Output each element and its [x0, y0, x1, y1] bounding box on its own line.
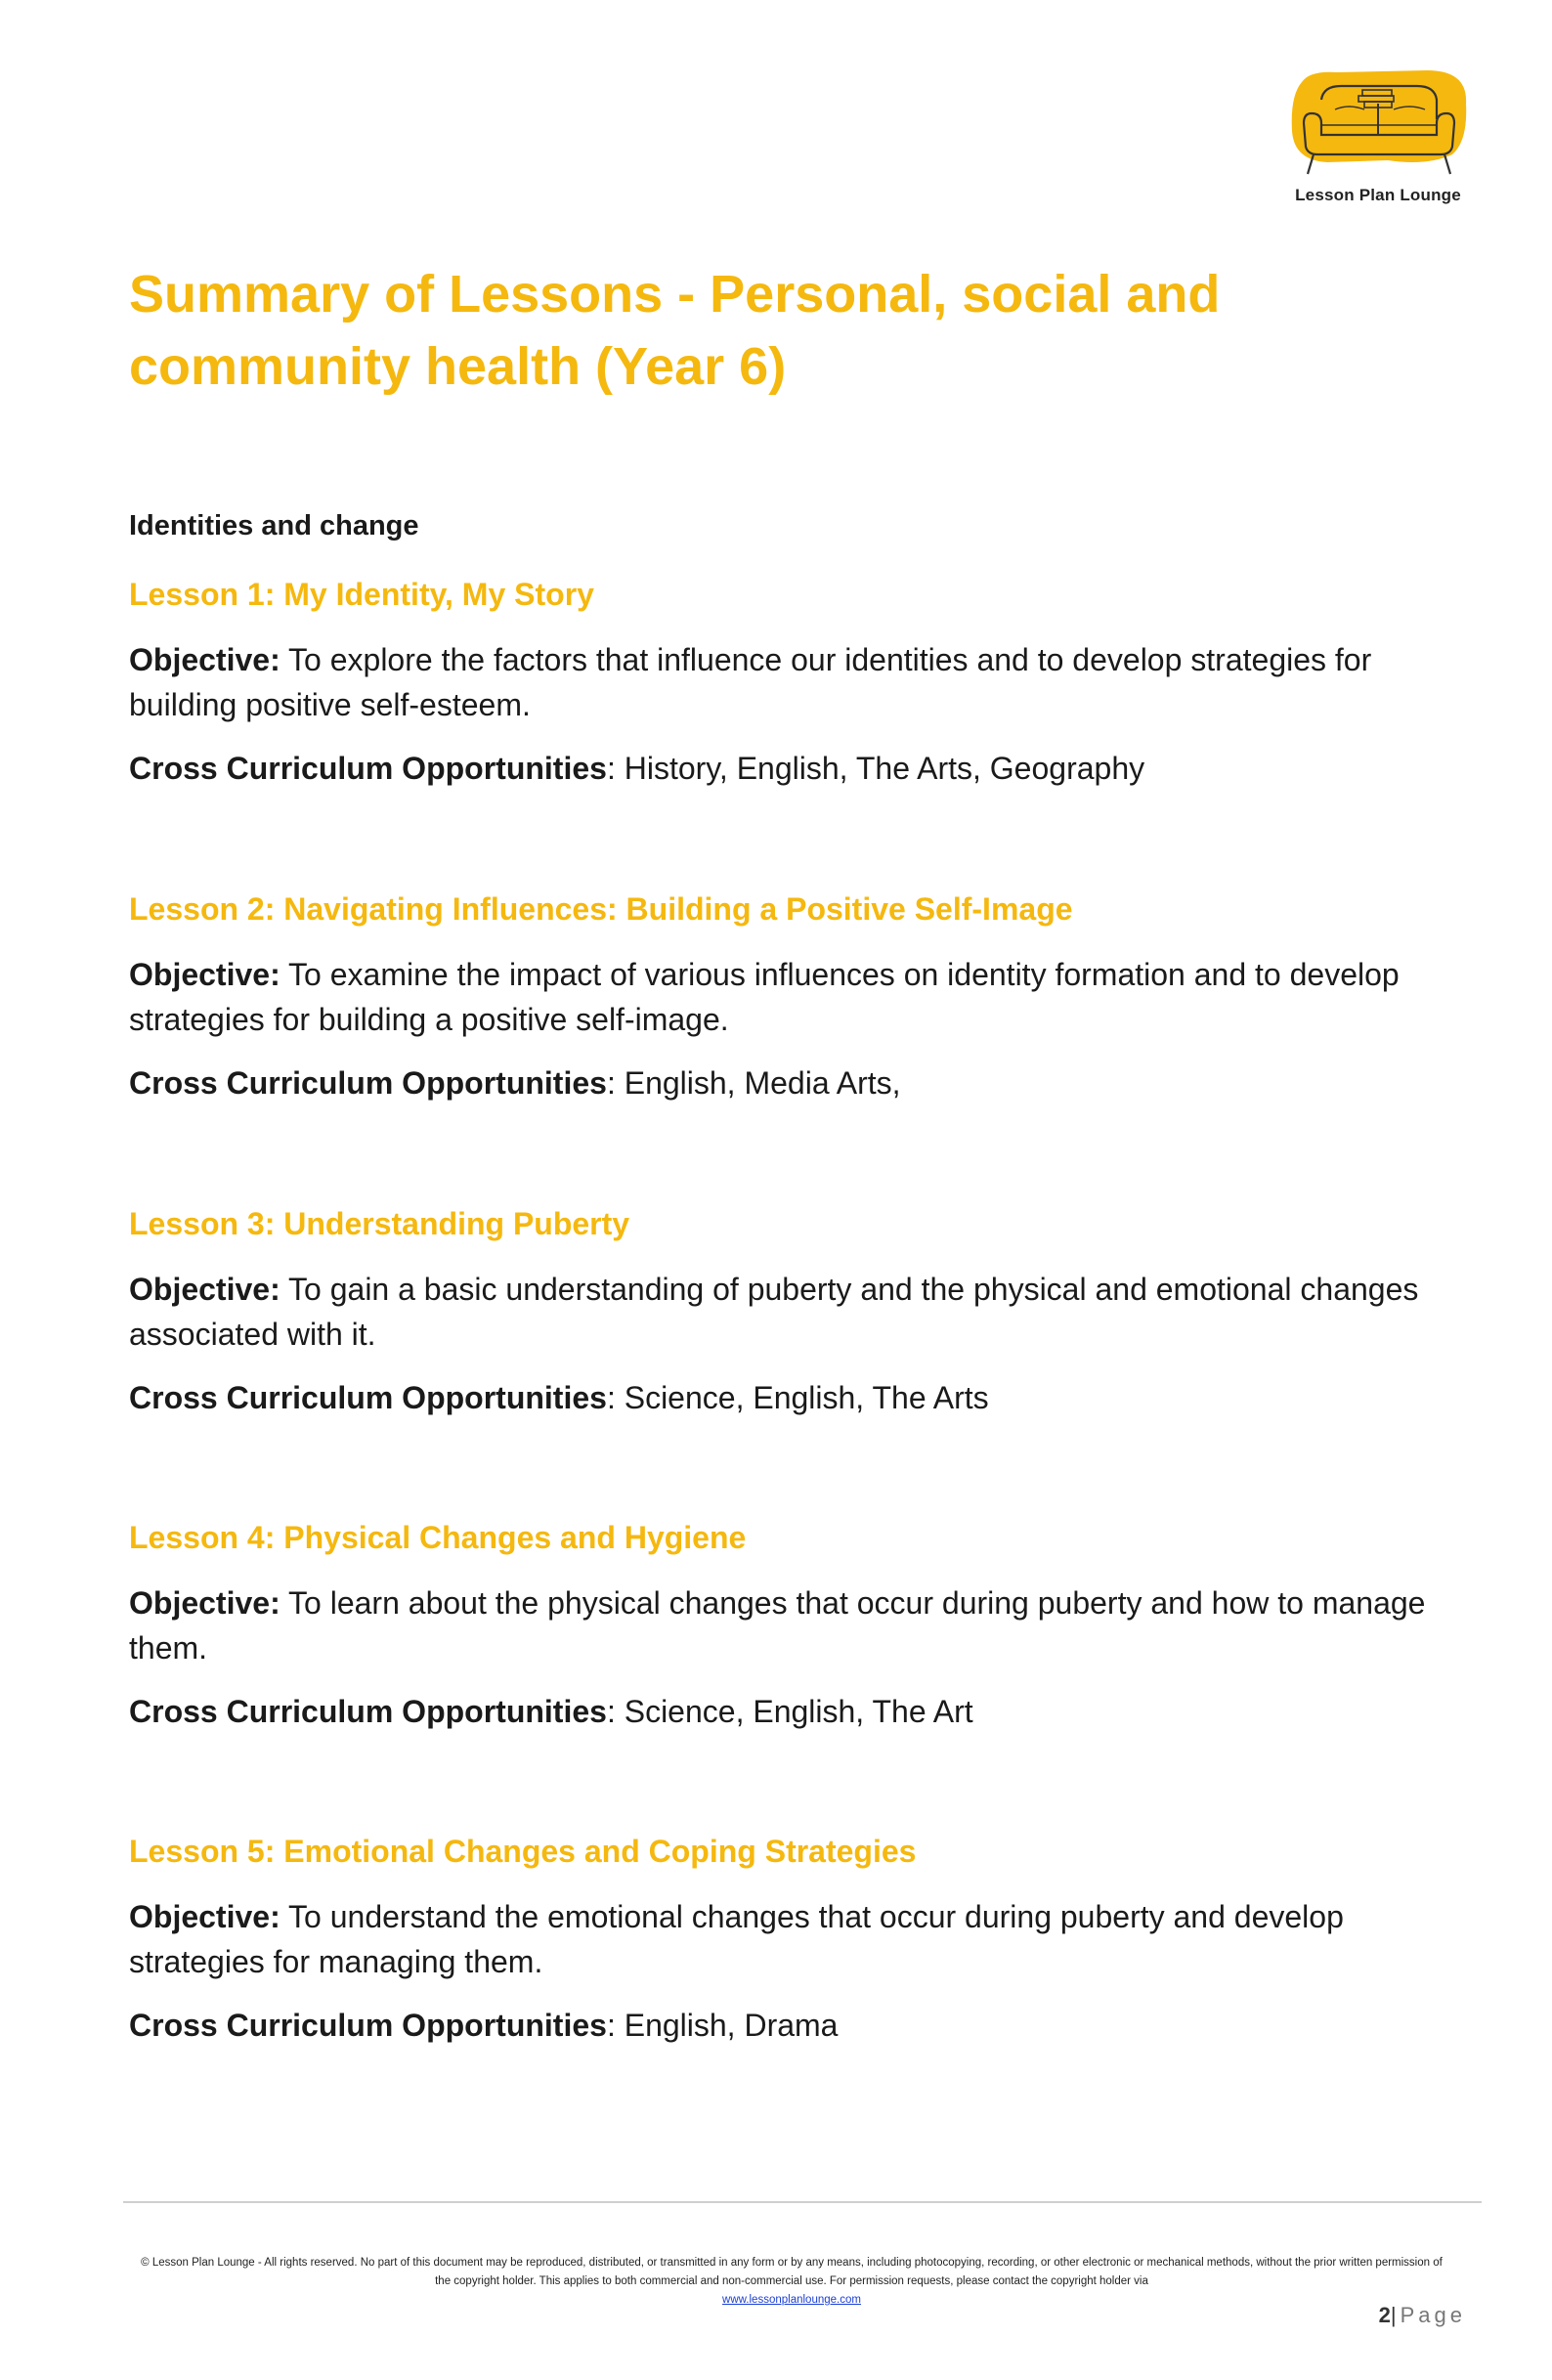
copyright-text: © Lesson Plan Lounge - All rights reserved. No part of this document may be reproduced, distributed, or transmitted in any form or by any means, including photocopying, recording, or other electronic or mechanical methods, without the prior written permission of the copyright holder. This applies to both commercial and non-commercial use. For permission requests, please contact the copyright holder via [141, 2257, 1443, 2287]
cross-label: Cross Curriculum Opportunities [129, 1380, 607, 1415]
cross-label: Cross Curriculum Opportunities [129, 751, 607, 786]
footer-website-link[interactable]: www.lessonplanlounge.com [722, 2294, 861, 2306]
lesson-objective [129, 952, 1478, 1042]
lesson-title: Lesson 2: Navigating Influences: Building a Positive Self-Image [129, 891, 1073, 927]
objective-text: To understand the emotional changes that occur during puberty and develop strategies for managing them. [129, 1899, 1344, 1979]
objective-label: Objective: [129, 642, 280, 677]
lesson-5 [129, 1832, 1478, 2047]
cross-label: Cross Curriculum Opportunities [129, 2008, 607, 2043]
page-number-separator: | [1390, 2303, 1401, 2327]
lesson-title: Lesson 1: My Identity, My Story [129, 577, 594, 612]
objective-label: Objective: [129, 1899, 280, 1934]
objective-text: To explore the factors that influence our identities and to develop strategies for building positive self-esteem. [129, 642, 1372, 722]
cross-label: Cross Curriculum Opportunities [129, 1694, 607, 1729]
page-title: Summary of Lessons - Personal, social and community health (Year 6) [129, 265, 1221, 396]
lesson-title: Lesson 5: Emotional Changes and Coping Strategies [129, 1834, 917, 1869]
objective-label: Objective: [129, 957, 280, 992]
sofa-icon [1280, 65, 1476, 184]
lesson-cross-curriculum [129, 1376, 1478, 1419]
lesson-objective [129, 1580, 1478, 1670]
lesson-cross-curriculum [129, 2004, 1478, 2047]
footer-copyright [137, 2254, 1446, 2310]
cross-text: : Science, English, The Arts [606, 1380, 989, 1415]
page-number [1379, 2303, 1466, 2328]
cross-text: : English, Drama [606, 2008, 839, 2043]
lesson-objective [129, 1267, 1478, 1357]
lesson-objective [129, 637, 1478, 727]
brand-logo [1280, 65, 1476, 211]
lesson-cross-curriculum [129, 1690, 1478, 1733]
lesson-3 [129, 1204, 1478, 1419]
page-number-value: 2 [1378, 2303, 1391, 2327]
lesson-cross-curriculum [129, 1061, 1478, 1104]
cross-text: : English, Media Arts, [606, 1065, 901, 1101]
lesson-cross-curriculum [129, 747, 1478, 790]
lesson-objective [129, 1894, 1478, 1984]
cross-text: : History, English, The Arts, Geography [606, 751, 1145, 786]
objective-text: To learn about the physical changes that occur during puberty and how to manage them. [129, 1585, 1426, 1666]
lesson-2 [129, 889, 1478, 1104]
section-heading: Identities and change [129, 510, 419, 541]
objective-label: Objective: [129, 1272, 280, 1307]
objective-text: To gain a basic understanding of puberty and the physical and emotional changes associated with it. [129, 1272, 1419, 1352]
cross-label: Cross Curriculum Opportunities [129, 1065, 607, 1101]
lesson-title: Lesson 3: Understanding Puberty [129, 1206, 630, 1241]
footer-divider [123, 2201, 1482, 2203]
page-number-word: Page [1400, 2303, 1466, 2327]
objective-text: To examine the impact of various influences on identity formation and to develop strategies for building a positive self-image. [129, 957, 1400, 1037]
cross-text: : Science, English, The Art [606, 1694, 973, 1729]
lesson-1 [129, 575, 1478, 790]
lesson-4 [129, 1518, 1478, 1733]
objective-label: Objective: [129, 1585, 280, 1621]
brand-logo-text: Lesson Plan Lounge [1295, 186, 1461, 204]
lesson-title: Lesson 4: Physical Changes and Hygiene [129, 1520, 747, 1555]
